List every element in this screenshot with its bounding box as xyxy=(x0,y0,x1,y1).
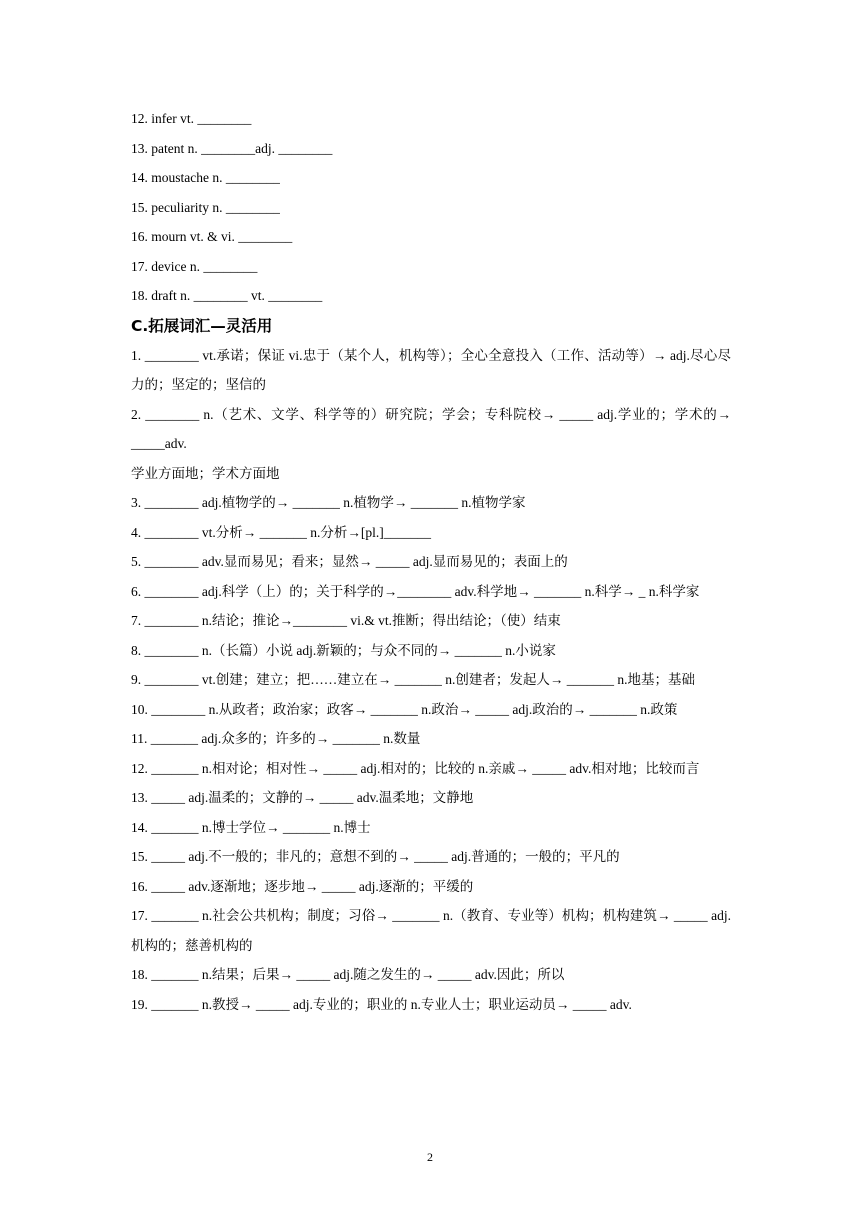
exercise-item: 6. ________ adj.科学（上）的；关于科学的→________ adv.科学地→ _______ n.科学→ _ n.科学家 xyxy=(131,583,700,599)
exercise-item: 9. ________ vt.创建；建立；把……建立在→ _______ n.创建者；发起人→ _______ n.地基；基础 xyxy=(131,672,696,687)
word-item: 14. moustache n. ________ xyxy=(131,170,280,185)
word-item: 12. infer vt. ________ xyxy=(131,111,252,126)
exercise-item: 14. _______ n.博士学位→ _______ n.博士 xyxy=(131,819,371,835)
exercise-item: 18. _______ n.结果；后果→ _____ adj.随之发生的→ _____ adv.因此；所以 xyxy=(131,967,565,982)
exercise-item: 10. ________ n.从政者；政治家；政客→ _______ n.政治→ _____ adj.政治的→ _______ n.政策 xyxy=(131,701,678,717)
exercise-item: 15. _____ adj.不一般的；非凡的；意想不到的→ _____ adj.普通的；一般的；平凡的 xyxy=(131,849,620,864)
exercise-item: 学业方面地；学术方面地 xyxy=(131,465,280,481)
word-item: 17. device n. ________ xyxy=(131,258,258,274)
word-item: 15. peculiarity n. ________ xyxy=(131,199,280,215)
exercise-item: 13. _____ adj.温柔的；文静的→ _____ adv.温柔地；文静地 xyxy=(131,790,474,805)
exercise-item: 7. ________ n.结论；推论→________ vi.& vt.推断；得出结论；（使）结束 xyxy=(131,613,561,628)
word-item: 16. mourn vt. & vi. ________ xyxy=(131,229,293,244)
word-list xyxy=(131,104,731,311)
exercise-item: 16. _____ adv.逐渐地；逐步地→ _____ adj.逐渐的；平缓的 xyxy=(131,878,474,894)
exercise-item: 11. _______ adj.众多的；许多的→ _______ n.数量 xyxy=(131,731,421,746)
exercise-list xyxy=(131,341,731,1020)
word-item: 18. draft n. ________ vt. ________ xyxy=(131,288,323,303)
exercise-item: 17. _______ n.社会公共机构；制度；习俗→ _______ n.（教育、专业等）机构；机构建筑→ _____ adj.机构的；慈善机构的 xyxy=(131,908,731,953)
exercise-item: 8. ________ n.（长篇）小说 adj.新颖的；与众不同的→ _______ n.小说家 xyxy=(131,642,556,658)
exercise-item: 4. ________ vt.分析→ _______ n.分析→[pl.]_______ xyxy=(131,524,431,540)
exercise-item: 5. ________ adv.显而易见；看来；显然→ _____ adj.显而易见的；表面上的 xyxy=(131,554,568,569)
page-number: 2 xyxy=(427,1150,433,1164)
exercise-item: 3. ________ adj.植物学的→ _______ n.植物学→ _______ n.植物学家 xyxy=(131,495,526,510)
exercise-item: 1. ________ vt.承诺；保证 vi.忠于（某个人，机构等）；全心全意投入（工作、活动等）→ adj.尽心尽力的；坚定的；坚信的 xyxy=(131,347,731,392)
worksheet-content xyxy=(131,104,731,1019)
section-heading: C.拓展词汇—灵活用 xyxy=(131,316,273,335)
exercise-item: 19. _______ n.教授→ _____ adj.专业的；职业的 n.专业人士；职业运动员→ _____ adv. xyxy=(131,996,632,1012)
exercise-item: 2. ________ n.（艺术、文学、科学等的）研究院；学会；专科院校→ _____ adj.学业的；学术的→ _____adv. xyxy=(131,406,731,451)
exercise-item: 12. _______ n.相对论；相对性→ _____ adj.相对的；比较的 n.亲戚→ _____ adv.相对地；比较而言 xyxy=(131,760,700,776)
word-item: 13. patent n. ________adj. ________ xyxy=(131,140,333,156)
